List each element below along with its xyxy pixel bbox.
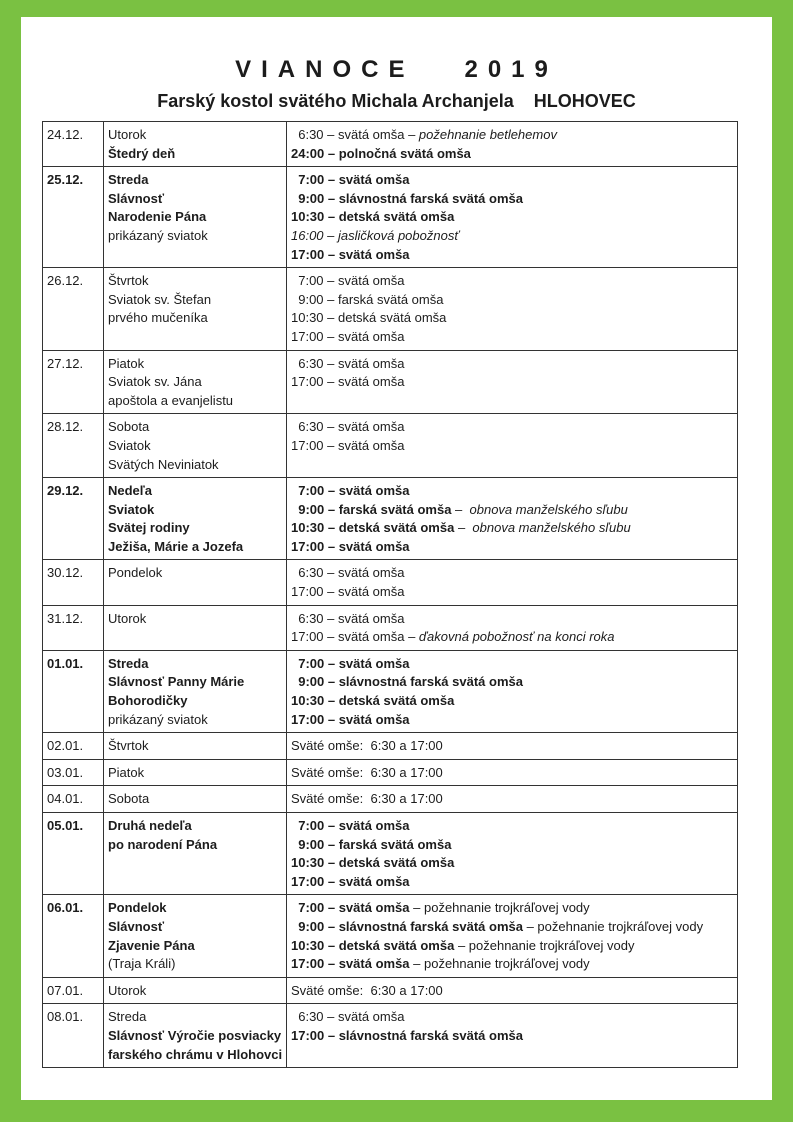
schedule-row [43, 733, 738, 760]
mass-time-text: 10:30 – detská svätá omša [291, 855, 455, 871]
row-day-description [104, 605, 287, 650]
day-line: Sobota [108, 419, 150, 435]
row-mass-times [287, 167, 738, 268]
mass-time-line [291, 711, 733, 730]
mass-time-line [291, 1027, 733, 1046]
day-line: Slávnosť [108, 918, 165, 934]
row-day-description [104, 650, 287, 732]
mass-time-text: 6:30 – svätá omša [291, 355, 405, 371]
schedule-row [43, 268, 738, 350]
day-line: Štvrtok [108, 738, 149, 754]
day-line: Nedeľa [108, 483, 153, 499]
schedule-row [43, 895, 738, 977]
row-date: 30.12. [43, 560, 104, 605]
mass-time-text: – požehnanie trojkráľovej vody [409, 956, 590, 972]
mass-time-text: – požehnanie trojkráľovej vody [409, 900, 590, 916]
mass-time-text: 17:00 – svätá omša – [291, 629, 419, 645]
row-mass-times [287, 786, 738, 813]
row-mass-times [287, 478, 738, 560]
row-date: 05.01. [43, 813, 104, 895]
mass-time-line [291, 373, 733, 392]
mass-time-text: – požehnanie trojkráľovej vody [454, 937, 635, 953]
row-date: 26.12. [43, 268, 104, 350]
row-date: 07.01. [43, 977, 104, 1004]
row-mass-times [287, 605, 738, 650]
day-line: Štedrý deň [108, 145, 176, 161]
row-mass-times [287, 977, 738, 1004]
row-day-description [104, 414, 287, 478]
schedule-row [43, 813, 738, 895]
mass-time-text: požehnanie betlehemov [418, 127, 557, 142]
mass-time-line [291, 918, 733, 937]
mass-time-text: 10:30 – detská svätá omša [291, 937, 455, 953]
mass-time-line [291, 246, 733, 265]
mass-time-text: 9:00 – farská svätá omša [291, 836, 452, 852]
row-day-description [104, 733, 287, 760]
day-line: Sviatok sv. Štefan [108, 291, 212, 307]
day-line: Streda [108, 1009, 147, 1025]
mass-time-line [291, 610, 733, 629]
day-line: Štvrtok [108, 273, 149, 289]
day-line: Piatok [108, 355, 145, 371]
day-line: prvého mučeníka [108, 310, 208, 326]
mass-time-text: 7:00 – svätá omša [291, 483, 410, 499]
mass-time-text: 17:00 – svätá omša [291, 246, 410, 262]
mass-time-text: 6:30 – svätá omša – [291, 127, 419, 142]
mass-time-line [291, 583, 733, 602]
day-line: Zjavenie Pána [108, 937, 195, 953]
mass-time-text: 10:30 – detská svätá omša [291, 693, 455, 709]
day-line: prikázaný sviatok [108, 227, 208, 243]
mass-time-text: 9:00 – slávnostná farská svätá omša [291, 918, 523, 934]
schedule-row [43, 650, 738, 732]
row-day-description [104, 786, 287, 813]
mass-time-text: – [451, 501, 470, 517]
day-line: Druhá nedeľa [108, 818, 192, 833]
schedule-row [43, 414, 738, 478]
mass-time-text: 17:00 – svätá omša [291, 437, 405, 453]
day-line: Narodenie Pána [108, 209, 207, 225]
day-line: (Traja Králi) [108, 956, 176, 972]
row-date: 29.12. [43, 478, 104, 560]
day-line: Svätej rodiny [108, 520, 190, 536]
mass-time-text: 9:00 – slávnostná farská svätá omša [291, 674, 523, 690]
mass-time-line [291, 873, 733, 892]
mass-time-line [291, 291, 733, 310]
mass-time-text: 17:00 – svätá omša [291, 374, 405, 390]
row-date: 04.01. [43, 786, 104, 813]
row-day-description [104, 1004, 287, 1068]
mass-time-text: – požehnanie trojkráľovej vody [522, 918, 704, 934]
row-day-description [104, 268, 287, 350]
mass-time-line [291, 501, 733, 520]
mass-time-line [291, 328, 733, 347]
mass-time-line [291, 355, 733, 374]
page-title: VIANOCE 2019 [235, 56, 558, 83]
schedule-row [43, 605, 738, 650]
row-mass-times [287, 122, 738, 167]
mass-time-line [291, 817, 733, 836]
row-day-description [104, 560, 287, 605]
row-mass-times [287, 733, 738, 760]
mass-time-text: 7:00 – svätá omša [291, 818, 410, 833]
mass-time-text: 9:00 – farská svätá omša [291, 291, 444, 307]
row-date: 27.12. [43, 350, 104, 414]
day-line: Sviatok sv. Jána [108, 374, 202, 390]
mass-time-text: 7:00 – svätá omša [291, 172, 410, 188]
day-line: Slávnosť Výročie posviacky [108, 1027, 282, 1043]
day-line: Pondelok [108, 565, 163, 581]
mass-time-line [291, 482, 733, 501]
mass-time-text: Sväté omše: 6:30 a 17:00 [291, 982, 443, 998]
day-line: Sviatok [108, 437, 151, 453]
mass-time-line [291, 538, 733, 557]
mass-time-text: 17:00 – svätá omša [291, 956, 410, 972]
row-day-description [104, 977, 287, 1004]
day-line: Streda [108, 655, 149, 671]
row-date: 03.01. [43, 759, 104, 786]
mass-time-text: 17:00 – slávnostná farská svätá omša [291, 1027, 523, 1043]
row-mass-times [287, 759, 738, 786]
mass-time-text: 17:00 – svätá omša [291, 873, 410, 889]
mass-time-line [291, 854, 733, 873]
schedule-table [42, 121, 738, 1068]
mass-time-text: 16:00 – jasličková pobožnosť [291, 227, 459, 243]
mass-time-text: 9:00 – farská svätá omša [291, 501, 452, 517]
schedule-row [43, 167, 738, 268]
mass-time-text: 6:30 – svätá omša [291, 610, 405, 626]
row-date: 31.12. [43, 605, 104, 650]
mass-time-text: – [454, 520, 473, 536]
mass-time-line [291, 655, 733, 674]
mass-time-line [291, 437, 733, 456]
mass-time-text: ďakovná pobožnosť na konci roka [418, 629, 615, 645]
mass-time-text: 6:30 – svätá omša [291, 565, 405, 581]
row-date: 25.12. [43, 167, 104, 268]
day-line: Utorok [108, 982, 147, 998]
day-line: Slávnosť [108, 190, 165, 206]
mass-time-text: Sväté omše: 6:30 a 17:00 [291, 791, 443, 807]
mass-time-line [291, 519, 733, 538]
row-mass-times [287, 350, 738, 414]
mass-time-line [291, 190, 733, 209]
mass-time-text: 17:00 – svätá omša [291, 328, 405, 344]
mass-time-line [291, 764, 733, 783]
day-line: Bohorodičky [108, 693, 188, 709]
mass-time-text: obnova manželského sľubu [469, 501, 628, 517]
mass-time-text: 10:30 – detská svätá omša [291, 520, 455, 536]
row-date: 06.01. [43, 895, 104, 977]
schedule-row [43, 350, 738, 414]
day-line: Streda [108, 172, 149, 188]
mass-time-text: Sväté omše: 6:30 a 17:00 [291, 738, 443, 754]
row-mass-times [287, 414, 738, 478]
day-line: Piatok [108, 764, 145, 780]
day-line: apoštola a evanjelistu [108, 392, 234, 408]
schedule-row [43, 977, 738, 1004]
mass-time-line [291, 955, 733, 974]
mass-time-line [291, 145, 733, 164]
mass-time-line [291, 171, 733, 190]
row-mass-times [287, 1004, 738, 1068]
row-date: 01.01. [43, 650, 104, 732]
mass-time-line [291, 790, 733, 809]
mass-time-line [291, 836, 733, 855]
mass-time-line [291, 208, 733, 227]
row-mass-times [287, 268, 738, 350]
mass-time-line [291, 227, 733, 246]
schedule-row [43, 1004, 738, 1068]
row-date: 02.01. [43, 733, 104, 760]
day-line: Ježiša, Márie a Jozefa [108, 538, 244, 554]
mass-time-text: 17:00 – svätá omša [291, 711, 410, 727]
day-line: prikázaný sviatok [108, 711, 208, 727]
day-line: Sobota [108, 791, 150, 807]
mass-time-line [291, 737, 733, 756]
row-day-description [104, 895, 287, 977]
mass-time-line [291, 982, 733, 1001]
page-subtitle: Farský kostol svätého Michala Archanjela HLOHOVEC [157, 91, 636, 111]
day-line: Utorok [108, 127, 147, 142]
mass-time-line [291, 937, 733, 956]
mass-time-line [291, 126, 733, 145]
row-day-description [104, 122, 287, 167]
mass-time-line [291, 272, 733, 291]
mass-time-text: 6:30 – svätá omša [291, 419, 405, 435]
row-day-description [104, 478, 287, 560]
mass-time-text: 7:00 – svätá omša [291, 900, 410, 916]
mass-time-line [291, 418, 733, 437]
day-line: Slávnosť Panny Márie [108, 674, 245, 690]
day-line: Sviatok [108, 501, 155, 517]
row-date: 24.12. [43, 122, 104, 167]
mass-time-line [291, 692, 733, 711]
row-mass-times [287, 560, 738, 605]
schedule-row [43, 122, 738, 167]
day-line: Utorok [108, 610, 147, 626]
mass-time-line [291, 628, 733, 647]
mass-time-line [291, 1008, 733, 1027]
day-line: farského chrámu v Hlohovci [108, 1046, 283, 1062]
schedule-row [43, 560, 738, 605]
day-line: Pondelok [108, 900, 167, 916]
row-date: 28.12. [43, 414, 104, 478]
row-mass-times [287, 813, 738, 895]
row-mass-times [287, 650, 738, 732]
row-day-description [104, 759, 287, 786]
schedule-row [43, 759, 738, 786]
mass-time-text: 6:30 – svätá omša [291, 1009, 405, 1025]
schedule-row [43, 786, 738, 813]
mass-time-text: 24:00 – polnočná svätá omša [291, 145, 471, 161]
day-line: po narodení Pána [108, 836, 218, 852]
row-mass-times [287, 895, 738, 977]
mass-time-text: obnova manželského sľubu [472, 520, 631, 536]
mass-time-text: 9:00 – slávnostná farská svätá omša [291, 190, 523, 206]
mass-time-text: Sväté omše: 6:30 a 17:00 [291, 764, 443, 780]
row-date: 08.01. [43, 1004, 104, 1068]
schedule-row [43, 478, 738, 560]
mass-time-line [291, 564, 733, 583]
day-line: Svätých Neviniatok [108, 456, 219, 472]
mass-time-text: 10:30 – detská svätá omša [291, 209, 455, 225]
row-day-description [104, 167, 287, 268]
mass-time-line [291, 899, 733, 918]
schedule-table-body [43, 122, 738, 1068]
mass-time-text: 17:00 – svätá omša [291, 538, 410, 554]
mass-time-text: 10:30 – detská svätá omša [291, 310, 447, 326]
row-day-description [104, 813, 287, 895]
row-day-description [104, 350, 287, 414]
mass-time-line [291, 673, 733, 692]
mass-time-text: 7:00 – svätá omša [291, 273, 405, 289]
mass-time-text: 7:00 – svätá omša [291, 655, 410, 671]
mass-time-line [291, 309, 733, 328]
mass-time-text: 17:00 – svätá omša [291, 584, 405, 600]
